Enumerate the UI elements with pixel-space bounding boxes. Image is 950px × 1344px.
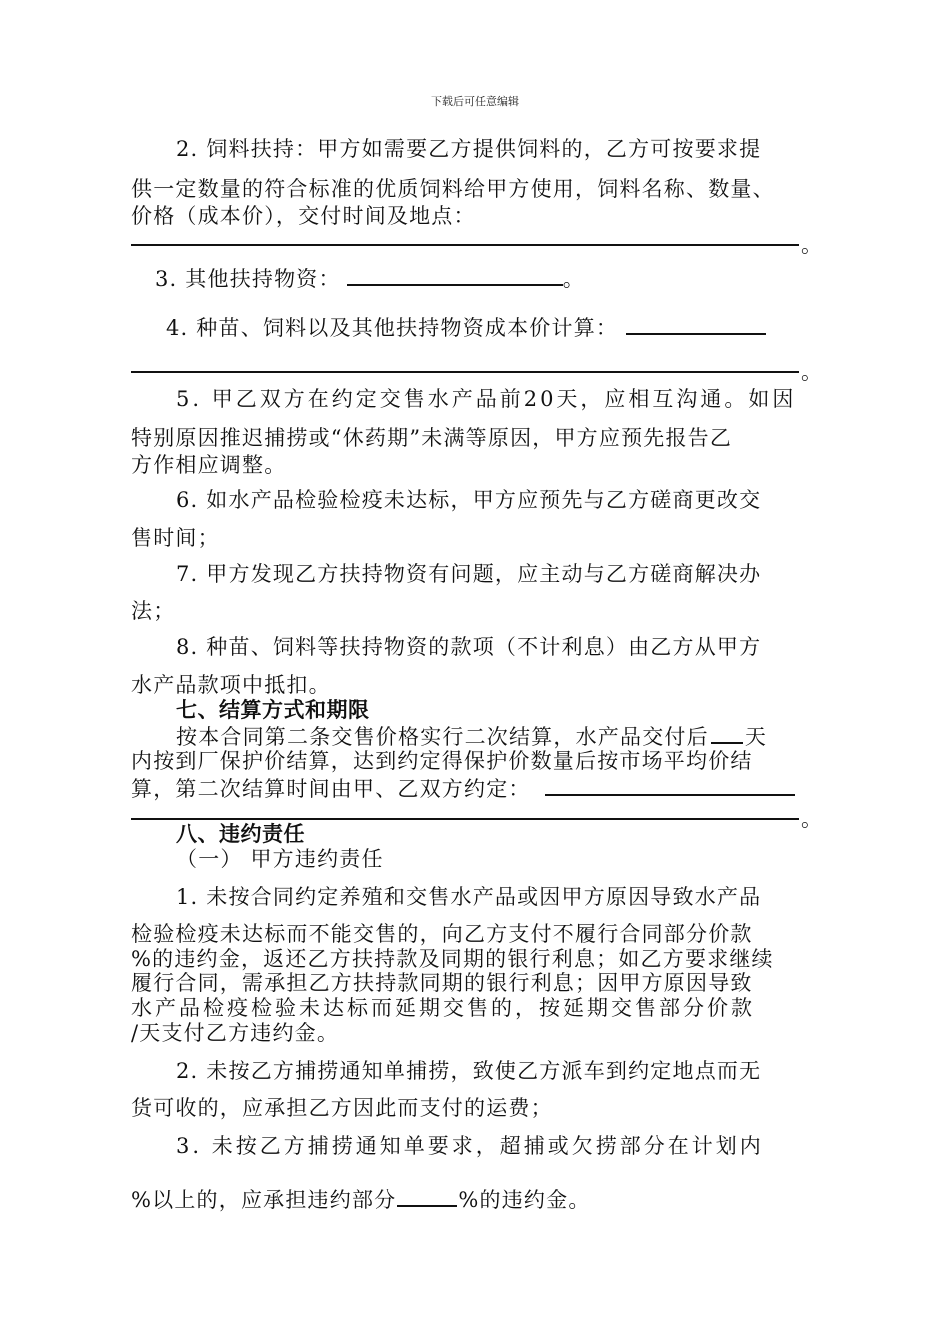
section-7-line-3: [131, 774, 795, 802]
section-7-heading: 七、结算方式和期限: [176, 698, 370, 722]
fill-blank: [545, 774, 795, 796]
fill-blank-line: [131, 244, 799, 246]
para-6-line-2: 售时间；: [131, 526, 220, 550]
section-7-line-1: [176, 722, 767, 750]
period-mark: 。: [801, 807, 822, 831]
para-4: [166, 313, 766, 341]
s8-para-3-text: %以上的，应承担违约部分: [131, 1188, 397, 1212]
s8-para-2-line-1: 2. 未按乙方捕捞通知单捕捞，致使乙方派车到约定地点而无: [176, 1059, 762, 1083]
para-5-line-3: 方作相应调整。: [131, 453, 287, 477]
para-2-line-2: 供一定数量的符合标准的优质饲料给甲方使用，饲料名称、数量、: [131, 177, 775, 201]
para-7-line-1: 7. 甲方发现乙方扶持物资有问题，应主动与乙方磋商解决办: [176, 562, 762, 586]
fill-blank: [711, 722, 743, 744]
fill-blank-line: [131, 371, 799, 373]
fill-blank-line: [131, 818, 799, 820]
page-header: 下载后可任意编辑: [431, 95, 519, 108]
fill-blank: [626, 313, 766, 335]
fill-blank: [347, 264, 563, 286]
section-7-line-2: 内按到厂保护价结算，达到约定得保护价数量后按市场平均价结: [131, 749, 753, 773]
subsection-1-heading: （一） 甲方违约责任: [176, 847, 384, 871]
s8-para-2-line-2: 货可收的，应承担乙方因此而支付的运费；: [131, 1096, 553, 1120]
s8-para-1-line-1: 1. 未按合同约定养殖和交售水产品或因甲方原因导致水产品: [176, 885, 762, 909]
section-8-heading: 八、违约责任: [176, 822, 305, 846]
fill-blank: [397, 1185, 457, 1207]
s8-para-1-line-5: 水产品检疫检验未达标而延期交售的，按延期交售部分价款: [131, 996, 755, 1020]
s8-para-1-line-6: /天支付乙方违约金。: [131, 1021, 340, 1045]
para-7-line-2: 法；: [131, 599, 176, 623]
section-7-text: 按本合同第二条交售价格实行二次结算，水产品交付后: [176, 725, 709, 749]
para-8-line-1: 8. 种苗、饲料等扶持物资的款项（不计利息）由乙方从甲方: [176, 635, 762, 659]
para-8-line-2: 水产品款项中抵扣。: [131, 673, 331, 697]
section-7-text-end: 天: [744, 725, 768, 749]
s8-para-1-line-4: 履行合同，需承担乙方扶持款同期的银行利息；因甲方原因导致: [131, 971, 753, 995]
para-3-text: 3. 其他扶持物资：: [155, 267, 341, 291]
period-mark: 。: [801, 233, 822, 257]
para-4-text: 4. 种苗、饲料以及其他扶持物资成本价计算：: [166, 316, 619, 340]
s8-para-3-line-1: 3. 未按乙方捕捞通知单要求，超捕或欠捞部分在计划内: [176, 1134, 764, 1158]
para-5-line-2: 特别原因推迟捕捞或“休药期”未满等原因，甲方应预先报告乙: [131, 426, 733, 450]
s8-para-1-line-2: 检验检疫未达标而不能交售的，向乙方支付不履行合同部分价款: [131, 922, 753, 946]
section-7-text-3: 算，第二次结算时间由甲、乙双方约定：: [131, 777, 531, 801]
period-mark: 。: [562, 267, 585, 291]
para-6-line-1: 6. 如水产品检验检疫未达标，甲方应预先与乙方磋商更改交: [176, 488, 762, 512]
s8-para-1-line-3: %的违约金，返还乙方扶持款及同期的银行利息；如乙方要求继续: [131, 947, 774, 971]
para-2-line-1: 2. 饲料扶持：甲方如需要乙方提供饲料的，乙方可按要求提: [176, 137, 762, 161]
para-3: [155, 264, 585, 292]
para-5-line-1: 5. 甲乙双方在约定交售水产品前20天，应相互沟通。如因: [176, 387, 797, 411]
para-2-line-3: 价格（成本价），交付时间及地点：: [131, 204, 476, 228]
period-mark: 。: [801, 360, 822, 384]
s8-para-3-line-2: [131, 1185, 591, 1213]
s8-para-3-text-end: %的违约金。: [458, 1188, 591, 1212]
